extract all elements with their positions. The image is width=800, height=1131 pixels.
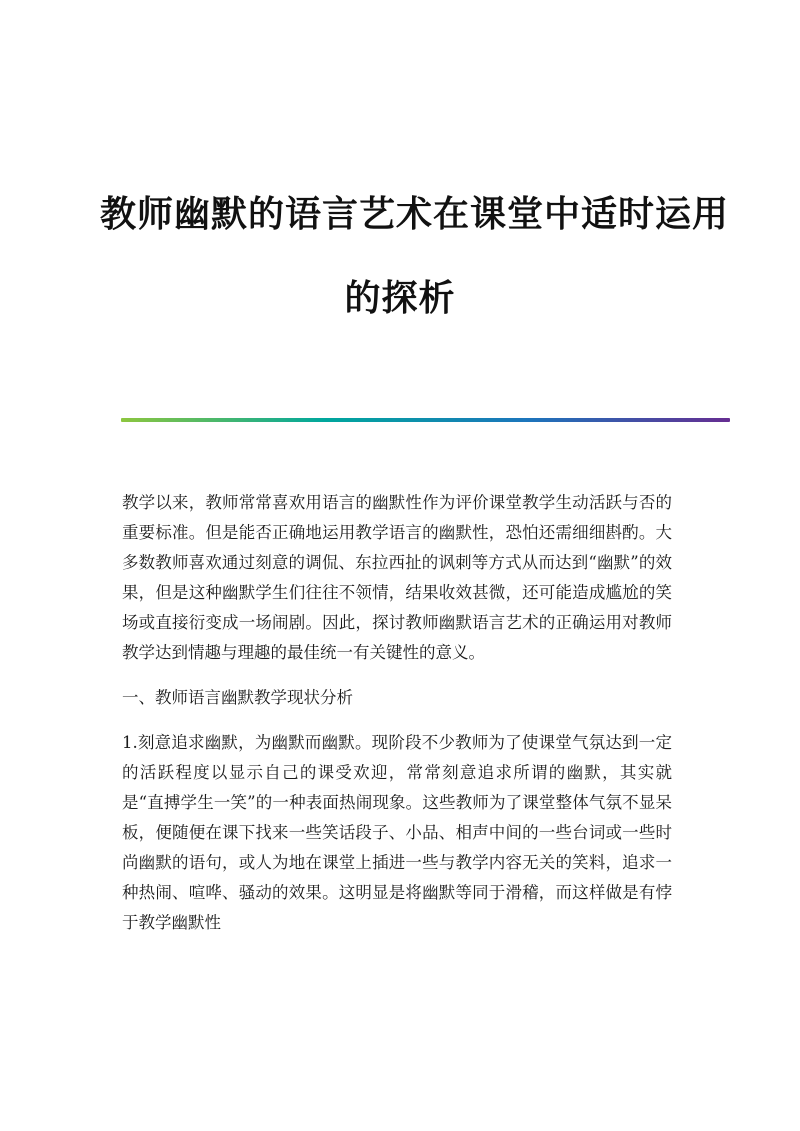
title-divider bbox=[121, 418, 730, 422]
section-heading: 一、教师语言幽默教学现状分析 bbox=[122, 688, 353, 707]
document-title-line-1: 教师幽默的语言艺术在课堂中适时运用 bbox=[100, 193, 730, 235]
document-title-line-2: 的探析 bbox=[344, 277, 456, 319]
intro-paragraph: 教学以来，教师常常喜欢用语言的幽默性作为评价课堂教学生动活跃与否的重要标准。但是能否正确地运用教学语言的幽默性，恐怕还需细细斟酌。大多数教师喜欢通过刻意的调侃、东拉西扯的讽刺等方式从而达到“幽默”的效果，但是这种幽默学生们往往不领情，结果收效甚微，还可能造成尴尬的笑场或直接衍变成一场闹剧。因此，探讨教师幽默语言艺术的正确运用对教师教学达到情趣与理趣的最佳统一有关键性的意义。 bbox=[122, 493, 672, 662]
document-body bbox=[122, 488, 672, 953]
body-paragraph: 1.刻意追求幽默，为幽默而幽默。现阶段不少教师为了使课堂气氛达到一定的活跃程度以显示自己的课受欢迎，常常刻意追求所谓的幽默，其实就是“直搏学生一笑”的一种表面热闹现象。这些教师为了课堂整体气氛不显呆板，便随便在课下找来一些笑话段子、小品、相声中间的一些台词或一些时尚幽默的语句，或人为地在课堂上插进一些与教学内容无关的笑料，追求一种热闹、喧哗、骚动的效果。这明显是将幽默等同于滑稽，而这样做是有悖于教学幽默性 bbox=[122, 733, 672, 932]
